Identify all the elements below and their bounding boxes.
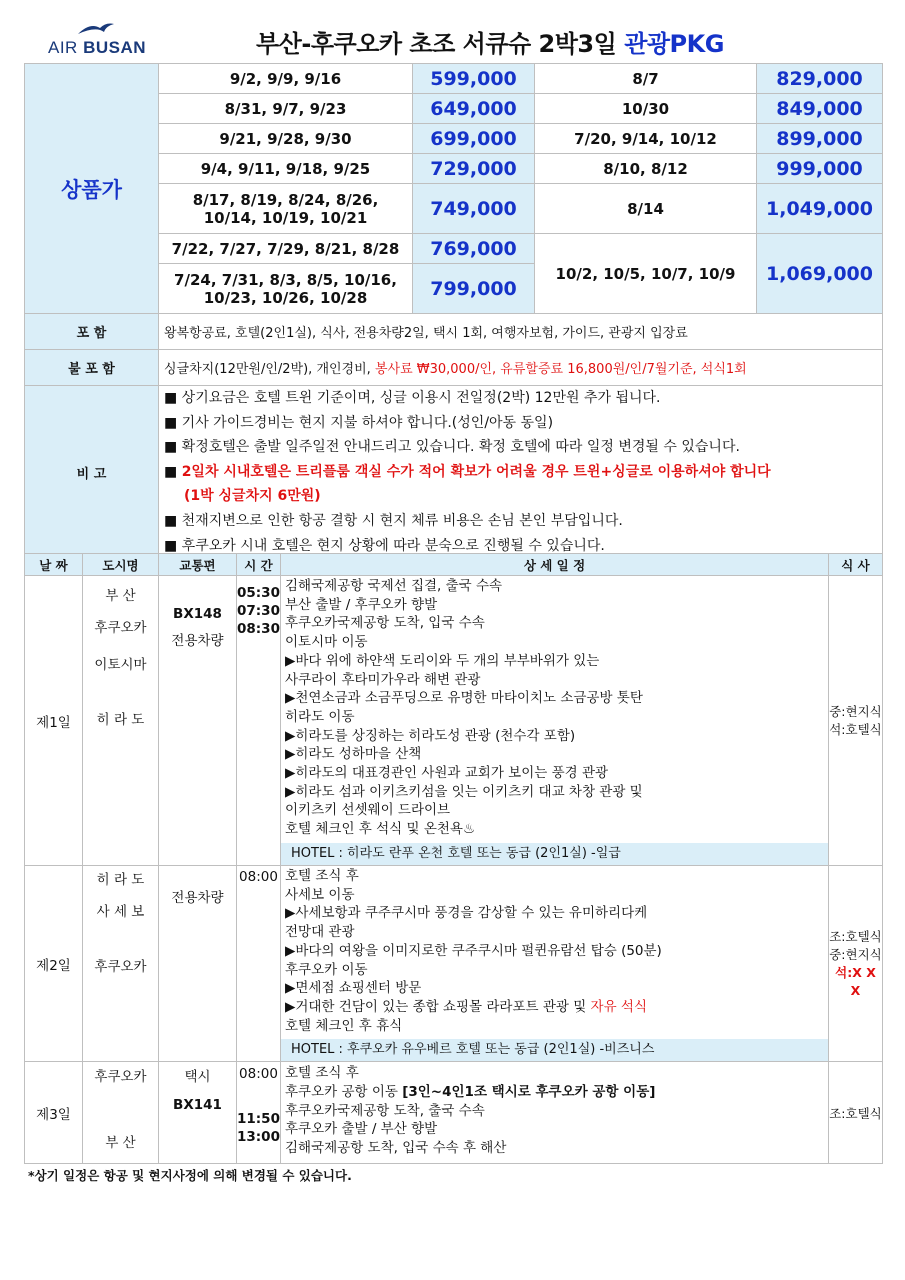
- flight-number: BX141: [173, 1097, 222, 1114]
- exclude-text-a: 싱글차지(12만원/인/2박), 개인경비,: [164, 362, 375, 377]
- remark-item: ■ 천재지변으로 인한 항공 결항 시 현지 체류 비용은 손님 본인 부담입니다.: [164, 512, 623, 529]
- col-city: 도시명: [83, 554, 159, 576]
- city-list: [83, 866, 159, 1062]
- meal-list: [829, 576, 883, 866]
- price-table: [24, 63, 883, 314]
- day-label: 제2일: [25, 866, 83, 1062]
- meal-item: 중:현지식: [829, 946, 882, 962]
- include-text: 왕복항공료, 호텔(2인1실), 식사, 전용차량2일, 택시 1회, 여행자보험, 가이드, 관광지 입장료: [159, 314, 883, 350]
- detail-line: ▶히라도 성하마을 산책: [285, 746, 422, 763]
- city-name: 히 라 도: [96, 712, 145, 728]
- city-list: [83, 1062, 159, 1164]
- detail-line: 김해국제공항 국제선 집결, 출국 수속: [285, 578, 503, 594]
- hotel-info: HOTEL : 후쿠오카 유우베르 호텔 또는 동급 (2인1실) -비즈니스: [281, 1039, 828, 1061]
- price-value: 799,000: [413, 264, 535, 314]
- time-value: 08:30: [237, 621, 280, 637]
- detail-line: ▶히라도의 대표경관인 사원과 교회가 보이는 풍경 관광: [285, 765, 609, 782]
- footnote: *상기 일정은 항공 및 현지사정에 의해 변경될 수 있습니다.: [28, 1168, 352, 1183]
- time-value: 05:30: [237, 585, 280, 601]
- detail-line: 부산 출발 / 후쿠오카 향발: [285, 596, 438, 613]
- detail-line: [281, 1083, 828, 1102]
- detail-line: 호텔 체크인 후 휴식: [285, 1017, 403, 1034]
- include-label: 포 함: [25, 314, 159, 350]
- meal-item: 석:호텔식: [829, 721, 882, 737]
- price-dates: [159, 184, 413, 234]
- price-value: 769,000: [413, 234, 535, 264]
- col-transport: 교통편: [159, 554, 237, 576]
- detail-line: 이키츠키 선셋웨이 드라이브: [285, 802, 451, 819]
- col-date: 날 짜: [25, 554, 83, 576]
- price-row: [25, 64, 883, 94]
- price-dates-line: 7/24, 7/31, 8/3, 8/5, 10/16,: [174, 270, 397, 289]
- logo-busan-text: BUSAN: [83, 38, 147, 57]
- col-time: 시 간: [237, 554, 281, 576]
- price-dates: [159, 264, 413, 314]
- include-row: [25, 314, 883, 350]
- remark-item-warning: ■ 2일차 시내호텔은 트리플룸 객실 수가 적어 확보가 어려울 경우 트윈+싱글로 이용하셔야 합니다: [164, 463, 771, 480]
- page-title: [256, 24, 724, 59]
- city-name: 후쿠오카: [94, 1069, 147, 1086]
- remark-item: ■ 기사 가이드경비는 현지 지불 하셔야 합니다.(성인/아동 동일): [164, 414, 554, 431]
- remark-item: ■ 상기요금은 호텔 트윈 기준이며, 싱글 이용시 전일정(2박) 12만원 추가 됩니다.: [164, 390, 661, 406]
- detail-line: 이토시마 이동: [285, 634, 368, 651]
- detail-line: 호텔 체크인 후 석식 및 온천욕♨: [285, 821, 476, 838]
- exclude-row: [25, 350, 883, 386]
- price-value: 849,000: [757, 94, 883, 124]
- remark-item: ■ 후쿠오카 시내 호텔은 현지 상황에 따라 분숙으로 진행될 수 있습니다.: [164, 537, 605, 554]
- time-list: [237, 576, 281, 866]
- meal-list: [829, 1062, 883, 1164]
- detail-line: 후쿠오카국제공항 도착, 입국 수속: [285, 615, 485, 632]
- price-value: 729,000: [413, 154, 535, 184]
- day2-row: [25, 866, 883, 1062]
- city-name: 부 산: [105, 1135, 136, 1152]
- detail-line: ▶사세보항과 쿠주쿠시마 풍경을 감상할 수 있는 유미하리다케: [285, 905, 648, 922]
- title-main: 부산-후쿠오카 초조 서큐슈 2박3일: [256, 30, 617, 58]
- price-dates-line: 8/17, 8/19, 8/24, 8/26,: [192, 190, 379, 209]
- exclude-label: 불 포 함: [25, 350, 159, 386]
- detail-line: 호텔 조식 후: [285, 868, 359, 884]
- price-dates: 8/31, 9/7, 9/23: [159, 94, 413, 124]
- detail-line: 후쿠오카국제공항 도착, 출국 수속: [285, 1102, 485, 1119]
- detail-line: 히라도 이동: [285, 708, 355, 725]
- price-value: 1,069,000: [757, 234, 883, 314]
- detail-line: [281, 998, 828, 1017]
- price-value: 829,000: [757, 64, 883, 94]
- day1-row: [25, 576, 883, 866]
- detail-line: 김해국제공항 도착, 입국 수속 후 해산: [285, 1140, 507, 1157]
- col-detail: 상 세 일 정: [281, 554, 829, 576]
- transport-list: [159, 1062, 237, 1164]
- meal-item: 중:현지식: [829, 703, 882, 719]
- air-busan-logo: [46, 20, 146, 60]
- detail-line: ▶천연소금과 소금푸딩으로 유명한 마타이치노 소금공방 톳탄: [285, 690, 643, 707]
- price-value: 749,000: [413, 184, 535, 234]
- price-value: 1,049,000: [757, 184, 883, 234]
- meal-item: 조:호텔식: [829, 928, 882, 944]
- transport-mode: 전용차량: [171, 890, 224, 906]
- remark-warning-text: 2일차 시내호텔은 트리플룸 객실 수가 적어 확보가 어려울 경우 트윈+싱글로 이용하셔야 합니다: [181, 463, 771, 480]
- price-dates: 8/10, 8/12: [535, 154, 757, 184]
- detail-line: 후쿠오카 출발 / 부산 향발: [285, 1121, 438, 1138]
- city-name: 이토시마: [94, 657, 147, 673]
- meal-list: [829, 866, 883, 1062]
- detail-line: 사쿠라이 후타미가우라 해변 관광: [285, 671, 481, 688]
- col-meal: 식 사: [829, 554, 883, 576]
- remark-warning-sub: (1박 싱글차지 6만원): [184, 488, 321, 505]
- price-value: 699,000: [413, 124, 535, 154]
- price-dates: 8/14: [535, 184, 757, 234]
- detail-line: 호텔 조식 후: [285, 1065, 359, 1082]
- detail-line: ▶히라도 섬과 이키츠키섬을 잇는 이키츠키 대교 차창 관광 및: [285, 783, 643, 800]
- detail-line: ▶바다 위에 하얀색 도리이와 두 개의 부부바위가 있는: [285, 652, 600, 669]
- meal-item: 석:X X X: [835, 964, 876, 998]
- logo-air-text: AIR: [48, 38, 78, 57]
- city-list: [83, 576, 159, 866]
- transport-mode: 전용차량: [171, 633, 224, 649]
- price-dates: 8/7: [535, 64, 757, 94]
- price-label: 상품가: [25, 64, 159, 314]
- city-name: 후쿠오카: [94, 959, 147, 975]
- detail-text: 후쿠오카 공항 이동: [285, 1084, 403, 1101]
- price-dates: 9/2, 9/9, 9/16: [159, 64, 413, 94]
- info-table: [24, 313, 883, 559]
- day-details: [281, 576, 829, 866]
- flight-number: BX148: [173, 606, 222, 622]
- taxi-note: [3인~4인1조 택시로 후쿠오카 공항 이동]: [402, 1084, 656, 1101]
- price-value: 599,000: [413, 64, 535, 94]
- exclude-text: [159, 350, 883, 386]
- detail-line: 사세보 이동: [285, 886, 355, 903]
- remarks-row: [25, 386, 883, 559]
- detail-line: ▶면세점 쇼핑센터 방문: [285, 980, 422, 997]
- price-dates: 7/22, 7/27, 7/29, 8/21, 8/28: [159, 234, 413, 264]
- price-value: 649,000: [413, 94, 535, 124]
- price-value: 899,000: [757, 124, 883, 154]
- free-dinner-text: 자유 석식: [590, 998, 648, 1015]
- price-dates: 10/30: [535, 94, 757, 124]
- schedule-table: [24, 553, 883, 1164]
- time-value: 08:00: [239, 869, 278, 885]
- city-name: 부 산: [105, 588, 136, 604]
- transport-list: [159, 576, 237, 866]
- day-details: [281, 866, 829, 1062]
- detail-line: 전망대 관광: [285, 924, 355, 941]
- time-list: [237, 866, 281, 1062]
- day-label: 제3일: [25, 1062, 83, 1164]
- city-name: 히 라 도: [96, 872, 145, 888]
- remarks-label: 비 고: [25, 386, 159, 559]
- transport-list: [159, 866, 237, 1062]
- day3-row: [25, 1062, 883, 1164]
- price-dates-line: 10/14, 10/19, 10/21: [203, 208, 368, 227]
- city-name: 사 세 보: [96, 904, 145, 920]
- remark-item: ■ 확정호텔은 출발 일주일전 안내드리고 있습니다. 확정 호텔에 따라 일정 변경될 수 있습니다.: [164, 439, 740, 456]
- detail-line: 후쿠오카 이동: [285, 961, 368, 978]
- hotel-info: HOTEL : 히라도 란푸 온천 호텔 또는 동급 (2인1실) -일급: [281, 843, 828, 865]
- time-value: 07:30: [237, 603, 280, 619]
- page-header: [24, 20, 882, 64]
- detail-text: ▶거대한 건담이 있는 종합 쇼핑몰 라라포트 관광 및: [285, 998, 591, 1015]
- schedule-header-row: [25, 554, 883, 576]
- time-list: [237, 1062, 281, 1164]
- remark-item-warning-cont: [164, 484, 882, 509]
- detail-line: ▶바다의 여왕을 이미지로한 쿠주쿠시마 펄퀸유람선 탑승 (50분): [285, 942, 662, 959]
- day-label: 제1일: [25, 576, 83, 866]
- price-dates: 7/20, 9/14, 10/12: [535, 124, 757, 154]
- time-value: 13:00: [237, 1129, 280, 1146]
- title-highlight: 관광PKG: [624, 30, 724, 58]
- price-dates-line: 10/23, 10/26, 10/28: [203, 288, 368, 307]
- detail-line: ▶히라도를 상징하는 히라도성 관광 (천수각 포함): [285, 727, 576, 744]
- price-value: 999,000: [757, 154, 883, 184]
- exclude-text-b: 봉사료 ₩30,000/인, 유류할증료 16,800원/인/7월기준, 석식1회: [374, 362, 747, 377]
- time-value: 11:50: [237, 1111, 280, 1128]
- time-value: 08:00: [239, 1066, 278, 1083]
- bird-icon: [76, 20, 116, 38]
- meal-item: 조:호텔식: [829, 1105, 882, 1121]
- transport-mode: 택시: [184, 1069, 211, 1086]
- remarks-list: [159, 386, 883, 559]
- price-dates: 10/2, 10/5, 10/7, 10/9: [535, 234, 757, 314]
- price-dates: 9/21, 9/28, 9/30: [159, 124, 413, 154]
- price-dates: 9/4, 9/11, 9/18, 9/25: [159, 154, 413, 184]
- day-details: [281, 1062, 829, 1164]
- city-name: 후쿠오카: [94, 620, 147, 636]
